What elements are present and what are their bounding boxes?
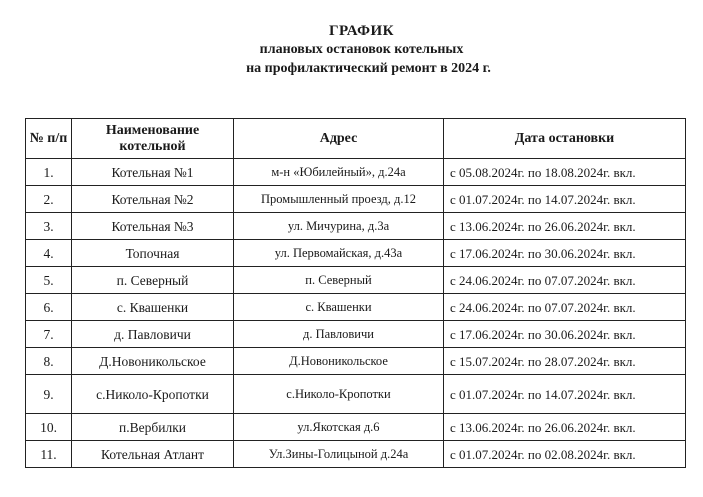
document-subtitle-line1: плановых остановок котельных <box>259 42 464 57</box>
cell-address: с.Николо-Кропотки <box>234 375 444 414</box>
table-row <box>26 375 686 414</box>
table-row <box>26 414 686 441</box>
cell-date: с 17.06.2024г. по 30.06.2024г. вкл. <box>444 240 686 267</box>
table-row <box>26 213 686 240</box>
table-header-row <box>26 119 686 159</box>
cell-date: с 01.07.2024г. по 02.08.2024г. вкл. <box>444 441 686 468</box>
cell-date: с 01.07.2024г. по 14.07.2024г. вкл. <box>444 186 686 213</box>
cell-number: 8. <box>26 348 72 375</box>
table-row <box>26 186 686 213</box>
cell-name: с. Квашенки <box>72 294 234 321</box>
cell-number: 2. <box>26 186 72 213</box>
cell-address: д. Павловичи <box>234 321 444 348</box>
cell-number: 9. <box>26 375 72 414</box>
cell-address: м-н «Юбилейный», д.24а <box>234 159 444 186</box>
cell-name: Котельная №3 <box>72 213 234 240</box>
document-subtitle-line2: на профилактический ремонт в 2024 г. <box>246 61 491 76</box>
cell-date: с 13.06.2024г. по 26.06.2024г. вкл. <box>444 414 686 441</box>
cell-number: 5. <box>26 267 72 294</box>
cell-address: ул.Якотская д.6 <box>234 414 444 441</box>
cell-date: с 15.07.2024г. по 28.07.2024г. вкл. <box>444 348 686 375</box>
column-header-date: Дата остановки <box>444 119 686 159</box>
cell-name: п. Северный <box>72 267 234 294</box>
column-header-name: Наименование котельной <box>72 119 234 159</box>
cell-date: с 17.06.2024г. по 30.06.2024г. вкл. <box>444 321 686 348</box>
column-header-address: Адрес <box>234 119 444 159</box>
cell-name: Котельная №1 <box>72 159 234 186</box>
cell-date: с 24.06.2024г. по 07.07.2024г. вкл. <box>444 267 686 294</box>
column-header-number: № п/п <box>26 119 72 159</box>
table-row <box>26 159 686 186</box>
table-row <box>26 294 686 321</box>
cell-date: с 24.06.2024г. по 07.07.2024г. вкл. <box>444 294 686 321</box>
document-header <box>0 22 703 78</box>
table-row <box>26 240 686 267</box>
cell-date: с 05.08.2024г. по 18.08.2024г. вкл. <box>444 159 686 186</box>
cell-name: Топочная <box>72 240 234 267</box>
schedule-table <box>25 118 686 468</box>
cell-number: 6. <box>26 294 72 321</box>
cell-date: с 01.07.2024г. по 14.07.2024г. вкл. <box>444 375 686 414</box>
cell-address: ул. Первомайская, д.43а <box>234 240 444 267</box>
cell-address: Промышленный проезд, д.12 <box>234 186 444 213</box>
table-row <box>26 321 686 348</box>
cell-number: 1. <box>26 159 72 186</box>
cell-number: 7. <box>26 321 72 348</box>
cell-number: 4. <box>26 240 72 267</box>
cell-date: с 13.06.2024г. по 26.06.2024г. вкл. <box>444 213 686 240</box>
cell-name: п.Вербилки <box>72 414 234 441</box>
cell-address: Ул.Зины-Голицыной д.24а <box>234 441 444 468</box>
cell-address: п. Северный <box>234 267 444 294</box>
table-row <box>26 267 686 294</box>
cell-name: с.Николо-Кропотки <box>72 375 234 414</box>
cell-number: 11. <box>26 441 72 468</box>
cell-name: д. Павловичи <box>72 321 234 348</box>
cell-name: Котельная Атлант <box>72 441 234 468</box>
table-row <box>26 441 686 468</box>
cell-address: ул. Мичурина, д.3а <box>234 213 444 240</box>
cell-number: 10. <box>26 414 72 441</box>
table-row <box>26 348 686 375</box>
cell-address: Д.Новоникольское <box>234 348 444 375</box>
cell-name: Котельная №2 <box>72 186 234 213</box>
cell-address: с. Квашенки <box>234 294 444 321</box>
cell-name: Д.Новоникольское <box>72 348 234 375</box>
cell-number: 3. <box>26 213 72 240</box>
document-title: ГРАФИК <box>328 23 395 39</box>
